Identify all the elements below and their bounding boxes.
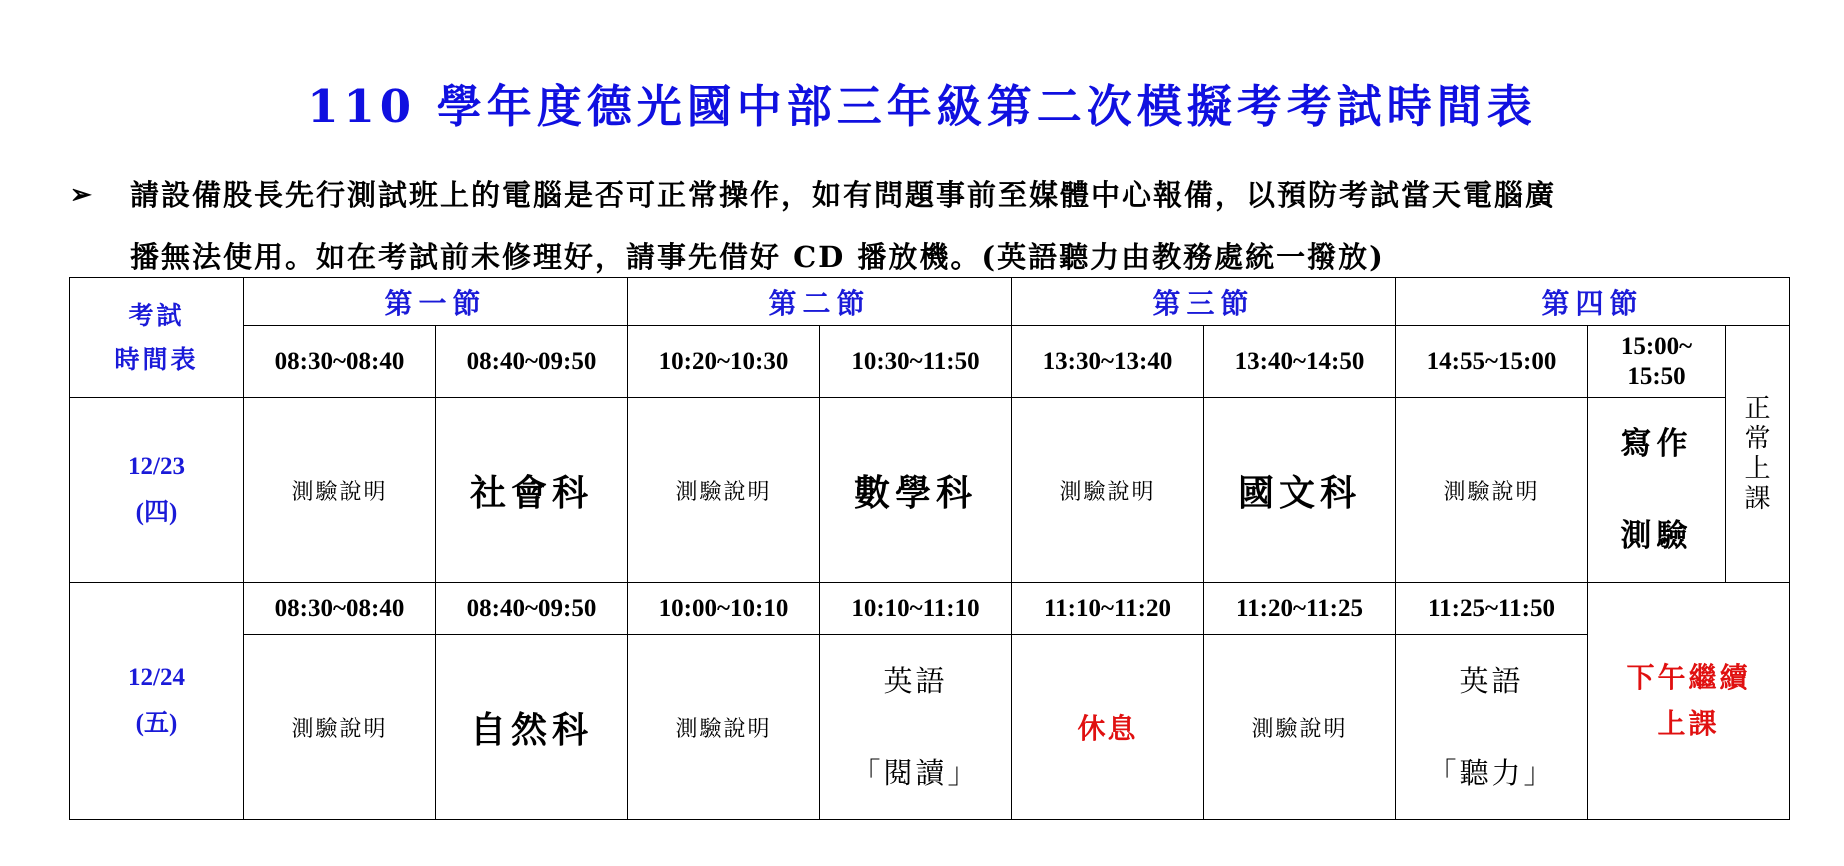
time-slot: 08:30~08:40 [244, 326, 436, 398]
time-slot: 10:30~11:50 [820, 326, 1012, 398]
time-slot: 08:30~08:40 [244, 583, 436, 635]
schedule-label-cell [70, 278, 244, 398]
notice-line-1: 請設備股長先行測試班上的電腦是否可正常操作，如有問題事前至媒體中心報備，以預防考試當天電腦廣 [130, 178, 1557, 212]
time-slot: 08:40~09:50 [436, 583, 628, 635]
explain-cell: 測驗說明 [1204, 635, 1396, 820]
page-title: 110 學年度德光國中部三年級第二次模擬考考試時間表 [307, 80, 1537, 133]
arrow-bullet-icon: ➢ [70, 180, 94, 210]
english-reading-line-1: 英語 [883, 664, 948, 698]
time-slot: 14:55~15:00 [1396, 326, 1588, 398]
subject-chinese: 國文科 [1204, 398, 1396, 583]
time-slot-last-line-2: 15:50 [1627, 362, 1686, 390]
session-4-header: 第四節 [1396, 278, 1790, 326]
writing-test-cell [1588, 398, 1726, 583]
english-reading-cell [820, 635, 1012, 820]
session-1-header: 第一節 [244, 278, 628, 326]
break-cell: 休息 [1012, 635, 1204, 820]
english-listening-cell [1396, 635, 1588, 820]
english-listening-line-2: 「聽力」 [1427, 756, 1556, 790]
explain-cell: 測驗說明 [244, 635, 436, 820]
time-slot-last [1588, 326, 1726, 398]
subject-math: 數學科 [820, 398, 1012, 583]
day1-weekday: (四) [135, 499, 178, 526]
day1-date: 12/23 [128, 453, 185, 480]
afternoon-class-line-1: 下午繼續 [1626, 661, 1751, 694]
subject-social: 社會科 [436, 398, 628, 583]
subject-science: 自然科 [436, 635, 628, 820]
english-listening-line-1: 英語 [1459, 664, 1524, 698]
time-slot-last-line-1: 15:00~ [1620, 332, 1693, 360]
time-slot: 10:10~11:10 [820, 583, 1012, 635]
time-slot: 08:40~09:50 [436, 326, 628, 398]
schedule-label-line-2: 時間表 [114, 344, 199, 374]
day1-date-cell [70, 398, 244, 583]
day2-weekday: (五) [135, 710, 178, 737]
time-slot: 10:00~10:10 [628, 583, 820, 635]
afternoon-class-cell [1588, 583, 1790, 820]
writing-test-line-2: 測驗 [1620, 518, 1693, 554]
time-slot: 10:20~10:30 [628, 326, 820, 398]
notice-line-2: 播無法使用。如在考試前未修理好，請事先借好 CD 播放機。(英語聽力由教務處統一撥放) [130, 240, 1385, 274]
session-2-header: 第二節 [628, 278, 1012, 326]
session-3-header: 第三節 [1012, 278, 1396, 326]
time-slot: 13:30~13:40 [1012, 326, 1204, 398]
day2-date: 12/24 [128, 664, 185, 691]
explain-cell: 測驗說明 [628, 635, 820, 820]
time-slot: 11:25~11:50 [1396, 583, 1588, 635]
explain-cell: 測驗說明 [244, 398, 436, 583]
time-slot: 11:10~11:20 [1012, 583, 1204, 635]
time-slot: 13:40~14:50 [1204, 326, 1396, 398]
regular-class-text: 正常上課 [1744, 394, 1771, 514]
explain-cell: 測驗說明 [1012, 398, 1204, 583]
time-slot: 11:20~11:25 [1204, 583, 1396, 635]
afternoon-class-line-2: 上課 [1657, 707, 1720, 740]
schedule-label-line-1: 考試 [128, 300, 185, 330]
regular-class-cell [1726, 326, 1790, 583]
explain-cell: 測驗說明 [628, 398, 820, 583]
writing-test-line-1: 寫作 [1620, 426, 1693, 462]
exam-schedule-table [69, 277, 1790, 820]
explain-cell: 測驗說明 [1396, 398, 1588, 583]
english-reading-line-2: 「閱讀」 [851, 756, 980, 790]
day2-date-cell [70, 583, 244, 820]
